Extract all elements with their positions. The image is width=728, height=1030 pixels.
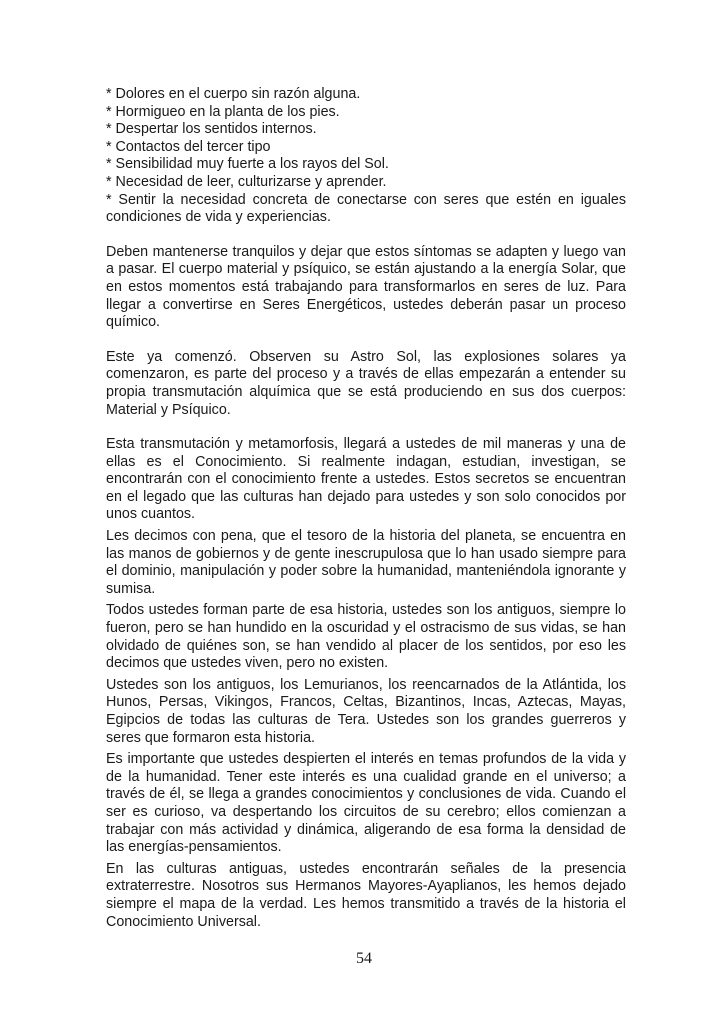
list-item: * Necesidad de leer, culturizarse y aprender. [106, 173, 387, 190]
list-item: * Sensibilidad muy fuerte a los rayos del Sol. [106, 156, 389, 173]
list-item: * Sentir la necesidad concreta de conectarse con seres que estén en iguales condiciones de vida y experiencias. [106, 191, 626, 226]
paragraph: En las culturas antiguas, ustedes encontrarán señales de la presencia extraterrestre. Nosotros sus Hermanos Mayores-Ayaplianos, les hemos dejado siempre el mapa de la verdad. Les hemos transmitido a través de la historia el Conocimiento Universal. [106, 860, 626, 930]
paragraph: Esta transmutación y metamorfosis, llegará a ustedes de mil maneras y una de ellas es el Conocimiento. Si realmente indagan, estudian, investigan, se encontrarán con el conocimiento frente a ustedes. Estos secretos se encuentran en el legado que las culturas han dejado para ustedes y son solo conocidos por unos cuantos. [106, 436, 626, 523]
page-number: 54 [356, 950, 372, 967]
paragraph: Este ya comenzó. Observen su Astro Sol, las explosiones solares ya comenzaron, es parte del proceso y a través de ellas empezarán a entender su propia transmutación alquímica que se está produciendo en sus dos cuerpos: Material y Psíquico. [106, 348, 626, 418]
symptom-list [106, 86, 626, 227]
paragraph: Deben mantenerse tranquilos y dejar que estos síntomas se adapten y luego van a pasar. El cuerpo material y psíquico, se están ajustando a la energía Solar, que en estos momentos está trabajando para transformarlos en seres de luz. Para llegar a convertirse en Seres Energéticos, ustedes deberán pasar un proceso químico. [106, 243, 626, 331]
list-item: * Despertar los sentidos internos. [106, 121, 317, 138]
page-body [106, 86, 626, 931]
paragraph: Ustedes son los antiguos, los Lemurianos, los reencarnados de la Atlántida, los Hunos, Persas, Vikingos, Francos, Celtas, Bizantinos, Incas, Aztecas, Mayas, Egipcios de todas las culturas de Tera. Ustedes son los grandes guerreros y seres que formaron esta historia. [106, 676, 626, 746]
list-item: * Dolores en el cuerpo sin razón alguna. [106, 86, 361, 102]
list-item: * Hormigueo en la planta de los pies. [106, 103, 340, 120]
list-item: * Contactos del tercer tipo [106, 138, 271, 155]
paragraph: Les decimos con pena, que el tesoro de la historia del planeta, se encuentra en las manos de gobiernos y de gente inescrupulosa que lo han usado siempre para el dominio, manipulación y poder sobre la humanidad, manteniéndola ignorante y sumisa. [106, 528, 626, 597]
paragraph: Es importante que ustedes despierten el interés en temas profundos de la vida y de la humanidad. Tener este interés es una cualidad grande en el universo; a través de él, se llega a grandes conocimientos y conclusiones de vida. Cuando el ser es curioso, va despertando los circuitos de su cerebro; ellos comienzan a trabajar con más actividad y dinámica, aligerando de esa forma la densidad de las energías-pensamientos. [106, 751, 626, 856]
paragraph: Todos ustedes forman parte de esa historia, ustedes son los antiguos, siempre lo fueron, pero se han hundido en la oscuridad y el ostracismo de sus vidas, se han olvidado de quiénes son, se han vendido al placer de los sentidos, por eso les decimos que ustedes viven, pero no existen. [106, 602, 626, 672]
